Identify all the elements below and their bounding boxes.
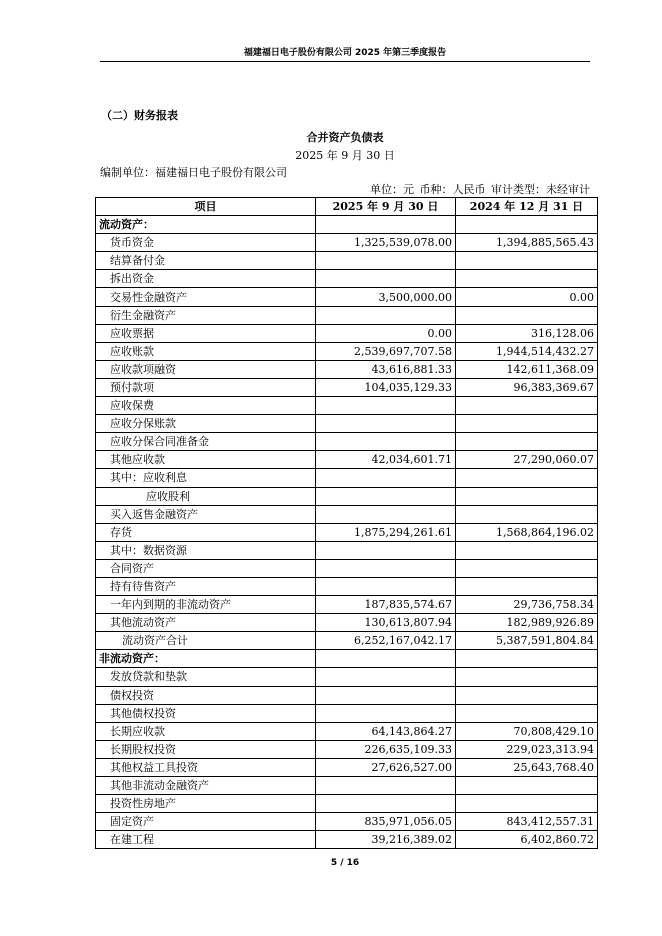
row-item-label: 其中：应收利息 <box>96 469 316 487</box>
row-value-current <box>316 777 456 795</box>
table-row <box>96 505 598 523</box>
row-value-prior: 1,568,864,196.02 <box>456 523 598 541</box>
row-value-prior: 27,290,060.07 <box>456 451 598 469</box>
row-item-label: 持有待售资产 <box>96 577 316 595</box>
row-item-label: 长期应收款 <box>96 722 316 740</box>
row-item-label: 应收账款 <box>96 342 316 360</box>
row-value-prior <box>456 505 598 523</box>
row-value-prior: 316,128.06 <box>456 324 598 342</box>
row-value-prior: 6,402,860.72 <box>456 831 598 849</box>
row-item-label: 长期股权投资 <box>96 740 316 758</box>
row-value-prior <box>456 686 598 704</box>
table-row <box>96 324 598 342</box>
row-value-current: 3,500,000.00 <box>316 288 456 306</box>
table-row <box>96 632 598 650</box>
row-item-label: 其他债权投资 <box>96 704 316 722</box>
table-row <box>96 704 598 722</box>
table-header-row <box>96 198 598 216</box>
row-value-current: 27,626,527.00 <box>316 758 456 776</box>
row-value-current: 1,325,539,078.00 <box>316 234 456 252</box>
row-value-prior <box>456 777 598 795</box>
table-row <box>96 415 598 433</box>
header-rule <box>100 61 590 62</box>
table-row <box>96 596 598 614</box>
page-header: 福建福日电子股份有限公司 2025 年第三季度报告 <box>243 48 447 58</box>
row-value-current: 39,216,389.02 <box>316 831 456 849</box>
row-value-prior: 843,412,557.31 <box>456 813 598 831</box>
row-value-prior <box>456 668 598 686</box>
row-value-prior <box>456 306 598 324</box>
table-row <box>96 216 598 234</box>
row-value-prior: 142,611,368.09 <box>456 360 598 378</box>
row-value-prior: 5,387,591,804.84 <box>456 632 598 650</box>
table-row <box>96 668 598 686</box>
row-value-current <box>316 505 456 523</box>
table-row <box>96 451 598 469</box>
row-value-current: 130,613,807.94 <box>316 614 456 632</box>
statement-title: 合并资产负债表 <box>306 131 384 144</box>
row-value-current <box>316 487 456 505</box>
table-row <box>96 252 598 270</box>
row-item-label: 货币资金 <box>96 234 316 252</box>
row-item-label: 其他流动资产 <box>96 614 316 632</box>
row-item-label: 衍生金融资产 <box>96 306 316 324</box>
row-item-label: 在建工程 <box>96 831 316 849</box>
row-item-label: 流动资产合计 <box>96 632 316 650</box>
row-value-current: 835,971,056.05 <box>316 813 456 831</box>
row-value-prior <box>456 704 598 722</box>
row-value-prior: 1,944,514,432.27 <box>456 342 598 360</box>
row-item-label: 其他权益工具投资 <box>96 758 316 776</box>
row-item-label: 结算备付金 <box>96 252 316 270</box>
table-row <box>96 342 598 360</box>
row-item-label: 应收分保账款 <box>96 415 316 433</box>
row-item-label: 应收分保合同准备金 <box>96 433 316 451</box>
row-value-current <box>316 795 456 813</box>
column-header-item: 项目 <box>96 198 316 216</box>
row-item-label: 非流动资产： <box>96 650 316 668</box>
row-value-prior <box>456 487 598 505</box>
table-row <box>96 433 598 451</box>
table-row <box>96 777 598 795</box>
table-row <box>96 469 598 487</box>
row-value-prior: 70,808,429.10 <box>456 722 598 740</box>
row-value-prior <box>456 559 598 577</box>
row-value-current <box>316 650 456 668</box>
row-item-label: 应收款项融资 <box>96 360 316 378</box>
table-row <box>96 813 598 831</box>
table-row <box>96 740 598 758</box>
row-value-current: 104,035,129.33 <box>316 378 456 396</box>
page-number: 5 / 16 <box>330 858 360 868</box>
row-item-label: 债权投资 <box>96 686 316 704</box>
statement-date: 2025 年 9 月 30 日 <box>295 149 395 162</box>
table-row <box>96 577 598 595</box>
row-value-current <box>316 541 456 559</box>
table-body <box>96 216 598 849</box>
table-row <box>96 270 598 288</box>
row-value-current: 64,143,864.27 <box>316 722 456 740</box>
row-value-current: 1,875,294,261.61 <box>316 523 456 541</box>
table-row <box>96 234 598 252</box>
column-header-prior: 2024 年 12 月 31 日 <box>456 198 598 216</box>
table-row <box>96 831 598 849</box>
row-item-label: 预付款项 <box>96 378 316 396</box>
row-value-current: 226,635,109.33 <box>316 740 456 758</box>
row-value-current <box>316 306 456 324</box>
row-item-label: 买入返售金融资产 <box>96 505 316 523</box>
table-row <box>96 758 598 776</box>
row-value-prior <box>456 415 598 433</box>
row-value-current <box>316 668 456 686</box>
row-value-current <box>316 415 456 433</box>
table-row <box>96 650 598 668</box>
row-value-prior <box>456 541 598 559</box>
row-item-label: 其他应收款 <box>96 451 316 469</box>
table-row <box>96 541 598 559</box>
table-row <box>96 378 598 396</box>
row-value-current <box>316 252 456 270</box>
row-value-current <box>316 686 456 704</box>
row-value-prior <box>456 270 598 288</box>
row-value-prior <box>456 397 598 415</box>
table-row <box>96 397 598 415</box>
row-item-label: 合同资产 <box>96 559 316 577</box>
table-row <box>96 288 598 306</box>
row-value-current <box>316 270 456 288</box>
section-title: （二）财务报表 <box>101 109 178 122</box>
row-value-prior <box>456 650 598 668</box>
table-row <box>96 306 598 324</box>
row-value-prior <box>456 433 598 451</box>
row-item-label: 一年内到期的非流动资产 <box>96 596 316 614</box>
row-value-current: 6,252,167,042.17 <box>316 632 456 650</box>
table-row <box>96 795 598 813</box>
row-value-current <box>316 469 456 487</box>
table-row <box>96 360 598 378</box>
row-value-current <box>316 397 456 415</box>
row-value-current: 0.00 <box>316 324 456 342</box>
row-value-current <box>316 559 456 577</box>
table-row <box>96 487 598 505</box>
row-value-current: 187,835,574.67 <box>316 596 456 614</box>
row-value-prior <box>456 577 598 595</box>
row-value-current <box>316 216 456 234</box>
row-value-current: 42,034,601.71 <box>316 451 456 469</box>
unit-currency-audit: 单位：元 币种：人民币 审计类型：未经审计 <box>370 183 590 196</box>
row-item-label: 其中：数据资源 <box>96 541 316 559</box>
row-value-current: 2,539,697,707.58 <box>316 342 456 360</box>
table-row <box>96 559 598 577</box>
table-row <box>96 614 598 632</box>
row-value-prior <box>456 795 598 813</box>
row-item-label: 应收保费 <box>96 397 316 415</box>
row-value-current <box>316 433 456 451</box>
row-value-prior: 96,383,369.67 <box>456 378 598 396</box>
row-item-label: 应收票据 <box>96 324 316 342</box>
row-value-prior: 25,643,768.40 <box>456 758 598 776</box>
row-item-label: 固定资产 <box>96 813 316 831</box>
row-item-label: 流动资产： <box>96 216 316 234</box>
row-item-label: 投资性房地产 <box>96 795 316 813</box>
row-item-label: 存货 <box>96 523 316 541</box>
row-value-current <box>316 577 456 595</box>
row-item-label: 拆出资金 <box>96 270 316 288</box>
table-row <box>96 722 598 740</box>
compiling-unit: 编制单位：福建福日电子股份有限公司 <box>100 166 287 179</box>
row-item-label: 其他非流动金融资产 <box>96 777 316 795</box>
table-row <box>96 686 598 704</box>
row-value-current <box>316 704 456 722</box>
row-item-label: 交易性金融资产 <box>96 288 316 306</box>
row-value-prior <box>456 252 598 270</box>
table-row <box>96 523 598 541</box>
row-value-prior: 29,736,758.34 <box>456 596 598 614</box>
balance-sheet-table <box>95 197 598 849</box>
row-value-current: 43,616,881.33 <box>316 360 456 378</box>
row-item-label: 发放贷款和垫款 <box>96 668 316 686</box>
row-value-prior: 229,023,313.94 <box>456 740 598 758</box>
row-value-prior <box>456 469 598 487</box>
column-header-current: 2025 年 9 月 30 日 <box>316 198 456 216</box>
row-value-prior: 182,989,926.89 <box>456 614 598 632</box>
row-value-prior: 0.00 <box>456 288 598 306</box>
row-value-prior <box>456 216 598 234</box>
row-value-prior: 1,394,885,565.43 <box>456 234 598 252</box>
row-item-label: 应收股利 <box>96 487 316 505</box>
